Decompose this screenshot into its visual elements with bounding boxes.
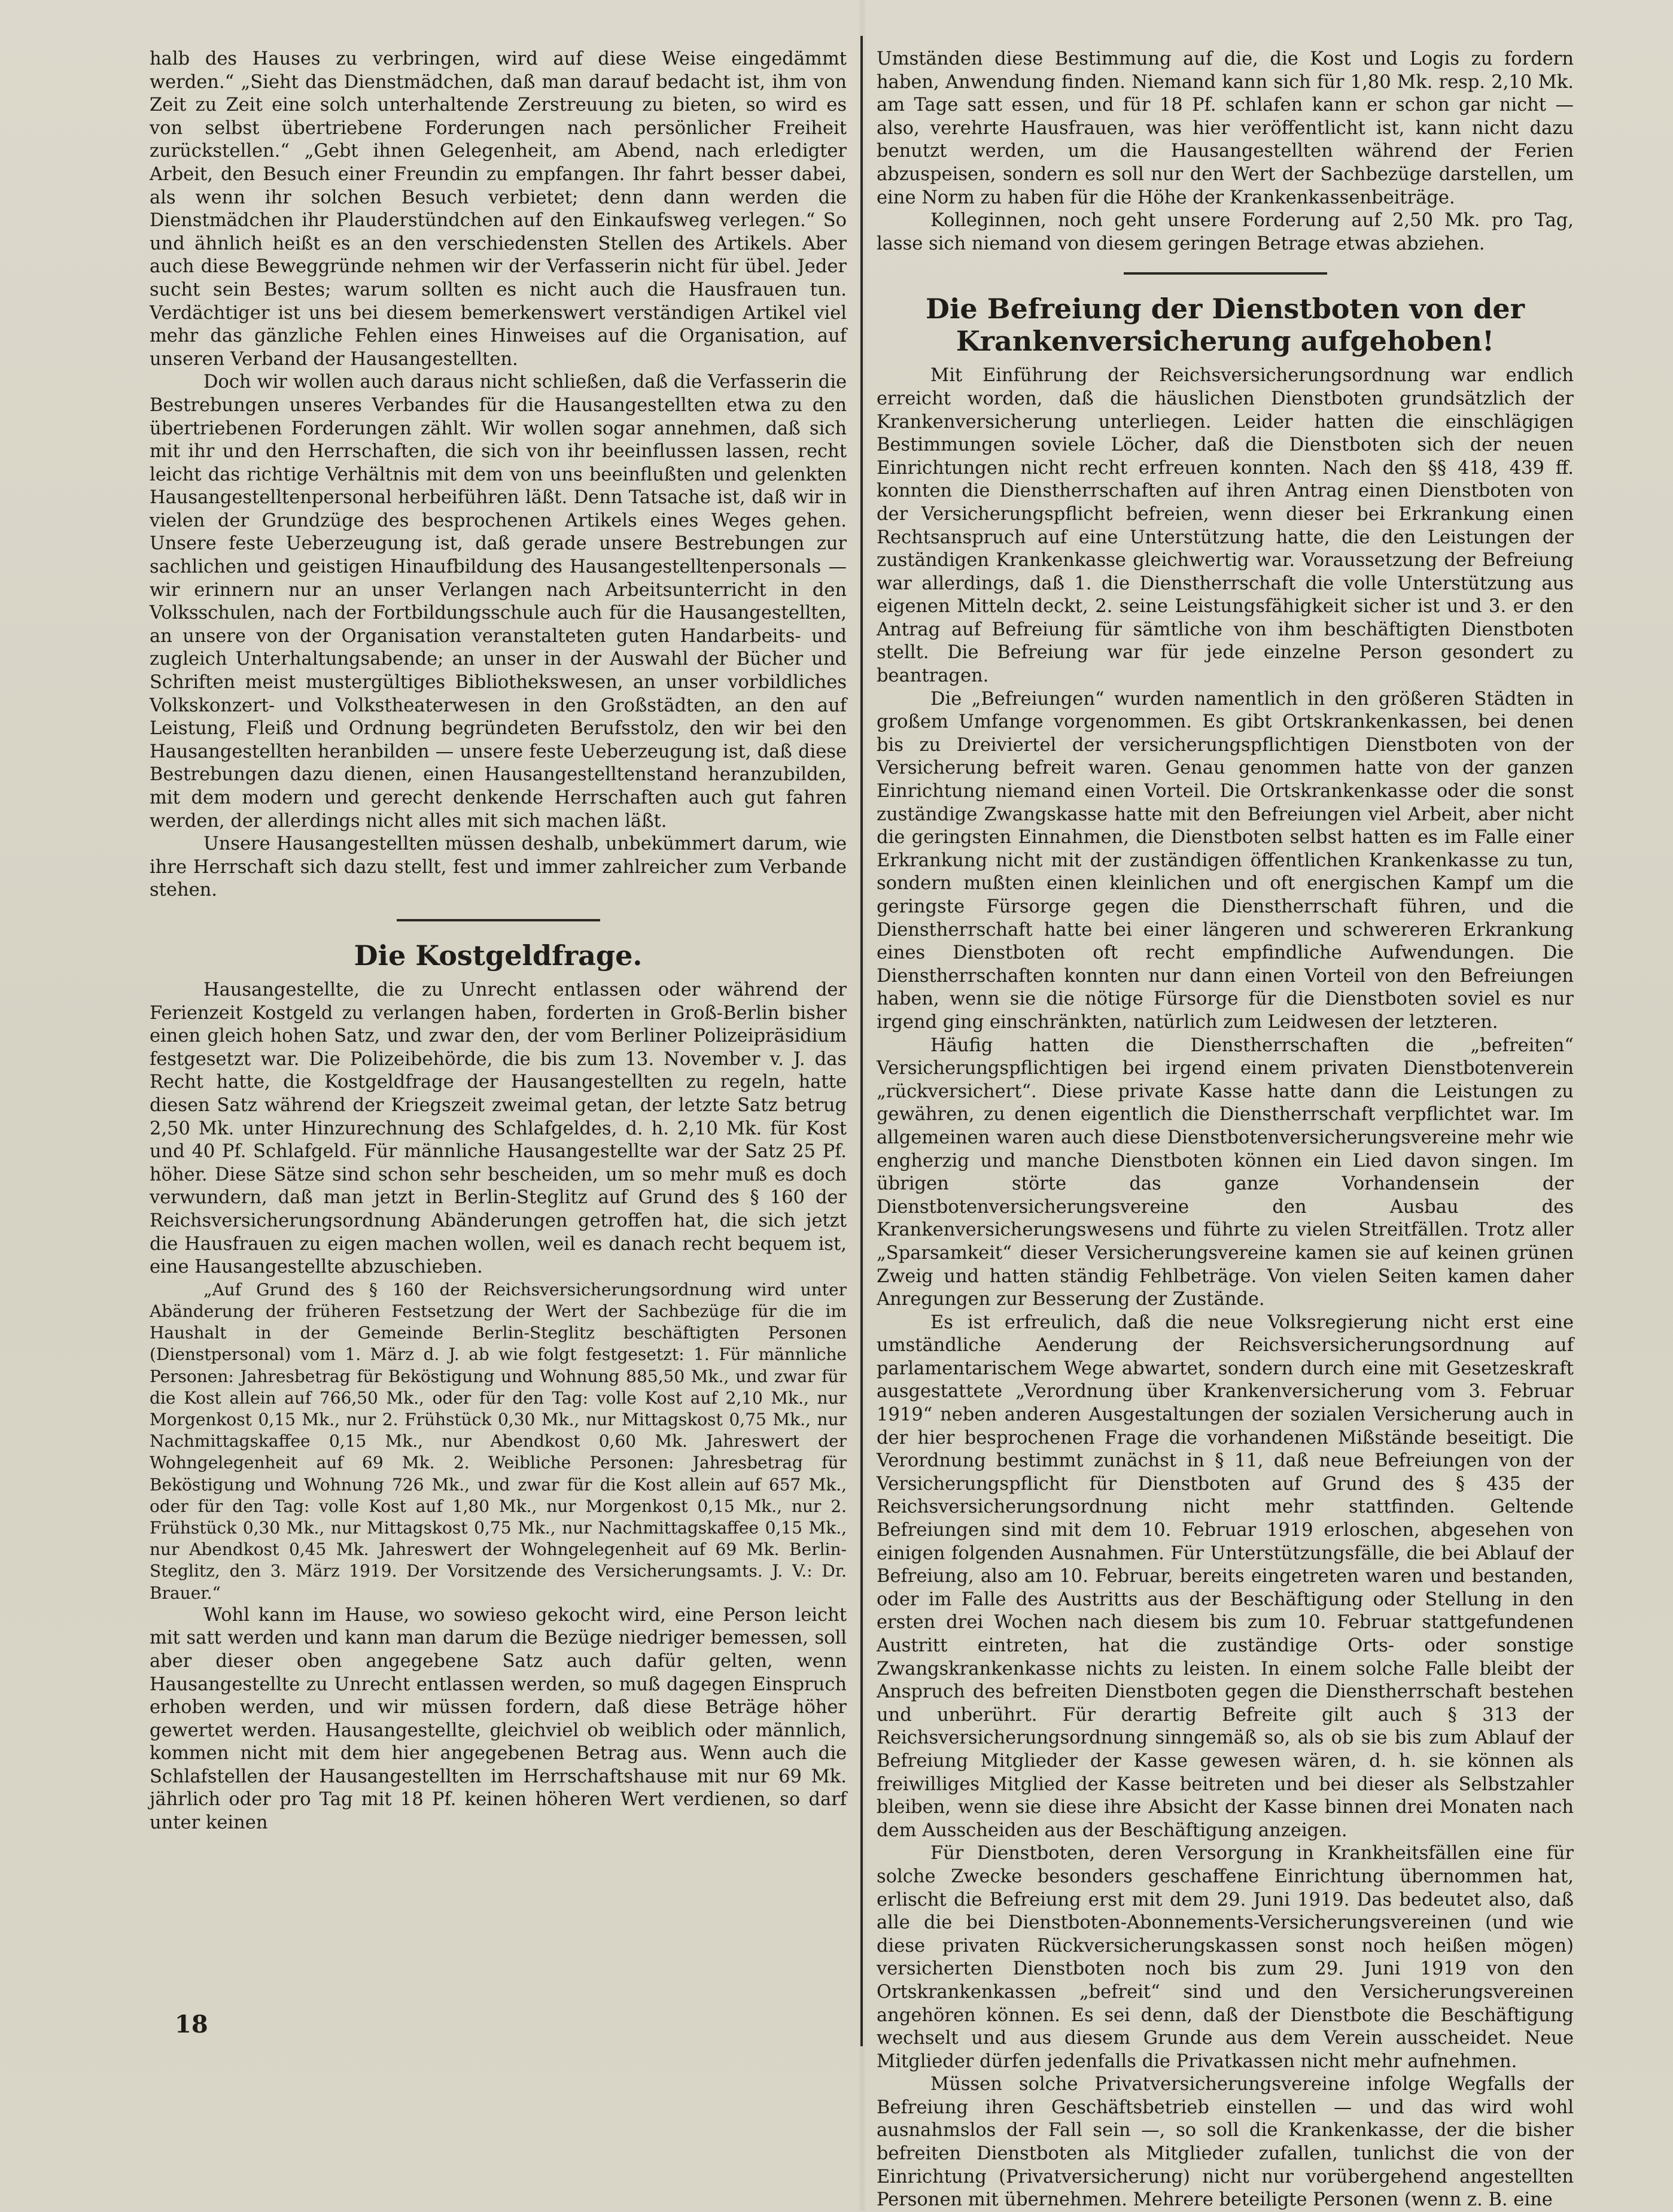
paragraph: Mit Einführung der Reichsversicherungsordnung war endlich erreicht worden, daß die häuslichen Dienstboten grundsätzlich der Krankenversicherung unterliegen. Leider hatten die einschlägigen Bestimmungen soviele Löcher, daß die Dienstboten sich der neuen Einrichtungen nicht recht erfreuen konnten. Nach den §§ 418, 439 ff. konnten die Dienstherrschaften auf ihren Antrag einen Dienstboten von der Versicherungspflicht befreien, wenn dieser bei Erkrankung einen Rechtsanspruch auf eine Unterstützung hatte, die den Leistungen der zuständigen Krankenkasse gleichwertig war. Voraussetzung der Befreiung war allerdings, daß 1. die Dienstherrschaft die volle Unterstützung aus eigenen Mitteln deckt, 2. seine Leistungsfähigkeit sicher ist und 3. er den Antrag auf Befreiung für sämtliche von ihm beschäftigten Dienstboten stellt. Die Befreiung war für jede einzelne Person gesondert zu beantragen.	[877, 365, 1574, 687]
paragraph: Häufig hatten die Dienstherrschaften die „befreiten“ Versicherungspflichtigen bei irgend einem privaten Dienstbotenverein „rückversichert“. Diese private Kasse hatte dann die Leistungen zu gewähren, zu denen eigentlich die Dienstherrschaft verpflichtet war. Im allgemeinen waren auch diese Dienstbotenversicherungsvereine mehr wie engherzig und manche Dienstboten können ein Lied davon singen. Im übrigen störte das ganze Vorhandensein der Dienstbotenversicherungsvereine den Ausbau des Krankenversicherungswesens und führte zu vielen Streitfällen. Trotz aller „Sparsamkeit“ dieser Versicherungsvereine kamen sie auf keinen grünen Zweig und hatten ständig Fehlbeträge. Von vielen Seiten kamen daher Anregungen zur Besserung der Zustände.	[877, 1035, 1574, 1310]
paragraph: Kolleginnen, noch geht unsere Forderung auf 2,50 Mk. pro Tag, lasse sich niemand von diesem geringen Betrage etwas abziehen.	[877, 210, 1574, 254]
page-number: 18	[175, 2010, 208, 2038]
column-divider	[860, 36, 863, 2046]
paragraph: Die „Befreiungen“ wurden namentlich in den größeren Städten in großem Umfange vorgenommen. Es gibt Ortskrankenkassen, bei denen bis zu Dreiviertel der versicherungspflichtigen Dienstboten von der Versicherung befreit waren. Genau genommen hatte von der ganzen Einrichtung niemand einen Vorteil. Die Ortskrankenkasse oder die sonst zuständige Zwangskasse hatte mit den Befreiungen viel Arbeit, aber nicht die geringsten Einnahmen, die Dienstboten selbst hatten es im Falle einer Erkrankung nicht mit der zuständigen öffentlichen Krankenkasse zu tun, sondern mußten einen kleinlichen und oft energischen Kampf um die geringste Fürsorge gegen die Dienstherrschaft führen, und die Dienstherrschaft hatte bei einer längeren und schwereren Erkrankung eines Dienstboten oft recht empfindliche Aufwendungen. Die Dienstherrschaften konnten nur dann einen Vorteil von den Befreiungen haben, wenn sie die nötige Fürsorge für die Dienstboten soviel es nur irgend ging einschränkten, natürlich zum Leidwesen der letzteren.	[877, 688, 1574, 1033]
paragraph: Umständen diese Bestimmung auf die, die Kost und Logis zu fordern haben, Anwendung finden. Niemand kann sich für 1,80 Mk. resp. 2,10 Mk. am Tage satt essen, und für 18 Pf. schlafen kann er schon gar nicht — also, verehrte Hausfrauen, was hier veröffentlicht ist, kann nicht dazu benutzt werden, um die Hausangestellten während der Ferien abzuspeisen, sondern es soll nur den Wert der Sachbezüge darstellen, um eine Norm zu haben für die Höhe der Krankenkassenbeiträge.	[877, 48, 1574, 208]
article-heading: Die Kostgeldfrage.	[354, 939, 643, 972]
paragraph: Doch wir wollen auch daraus nicht schließen, daß die Verfasserin die Bestrebungen unseres Verbandes für die Hausangestellten etwa zu den übertriebenen Forderungen zählt. Wir wollen sogar annehmen, daß sich mit ihr und den Herrschaften, die sich von ihr beeinflussen lassen, recht leicht das richtige Verhältnis mit dem von uns beeinflußten und gelenkten Hausangestelltenpersonal herbeiführen läßt. Denn Tatsache ist, daß wir in vielen der Grundzüge des besprochenen Artikels eines Weges gehen. Unsere feste Ueberzeugung ist, daß gerade unsere Bestrebungen zur sachlichen und geistigen Hinaufbildung des Hausangestelltenpersonals — wir erinnern nur an unser Verlangen nach Arbeitsunterricht in den Volksschulen, nach der Fortbildungsschule auch für die Hausangestellten, an unsere von der Organisation veranstalteten guten Handarbeits- und zugleich Unterhaltungsabende; an unser in der Auswahl der Bücher und Schriften meist mustergültiges Bibliothekswesen, an unser vorbildliches Volkskonzert- und Volkstheaterwesen in den Großstädten, an den auf Leistung, Fleiß und Ordnung begründeten Berufsstolz, den wir bei den Hausangestellten heranbilden — unsere feste Ueberzeugung ist, daß diese Bestrebungen dazu dienen, einen Hausangestelltenstand heranzubilden, mit dem modern und gerecht denkende Herrschaften auch gut fahren werden, der allerdings nicht alles mit sich machen läßt.	[150, 372, 847, 832]
paragraph: halb des Hauses zu verbringen, wird auf diese Weise eingedämmt werden.“ „Sieht das Dienstmädchen, daß man darauf bedacht ist, ihm von Zeit zu Zeit eine solch unterhaltende Zerstreuung zu bieten, so wird es von selbst übertriebene Forderungen nach persönlicher Freiheit zurückstellen.“ „Gebt ihnen Gelegenheit, am Abend, nach erledigter Arbeit, den Besuch einer Freundin zu empfangen. Ihr fahrt besser dabei, als wenn ihr solchen Besuch verbietet; denn dann werden die Dienstmädchen ihr Plauderstündchen auf den Einkaufsweg verlegen.“ So und ähnlich heißt es an den verschiedensten Stellen des Artikels. Aber auch diese Beweggründe nehmen wir der Verfasserin nicht für übel. Jeder sucht sein Bestes; warum sollten es nicht auch die Hausfrauen tun. Verdächtiger ist uns bei diesem bemerkenswert verständigen Artikel viel mehr das gänzliche Fehlen eines Hinweises auf die Organisation, auf unseren Verband der Hausangestellten.	[150, 48, 847, 370]
section-divider	[1124, 272, 1327, 275]
paragraph: Unsere Hausangestellten müssen deshalb, unbekümmert darum, wie ihre Herrschaft sich dazu stellt, fest und immer zahlreicher zum Verbande stehen.	[150, 833, 847, 901]
left-column	[150, 48, 847, 1835]
paragraph: Müssen solche Privatversicherungsvereine infolge Wegfalls der Befreiung ihren Geschäftsbetrieb einstellen — und das wird wohl ausnahmslos der Fall sein —, so soll die Krankenkasse, der die bisher befreiten Dienstboten als Mitglieder zufallen, tunlichst die von der Einrichtung (Privatversicherung) nicht nur vorübergehend angestellten Personen mit übernehmen. Mehrere beteiligte Personen (wenn z. B. eine	[877, 2074, 1574, 2211]
paragraph: Es ist erfreulich, daß die neue Volksregierung nicht erst eine umständliche Aenderung der Reichsversicherungsordnung auf parlamentarischem Wege abwartet, sondern durch eine mit Gesetzeskraft ausgestattete „Verordnung über Krankenversicherung vom 3. Februar 1919“ neben anderen Ausgestaltungen der sozialen Versicherung auch in der hier besprochenen Frage die vorhandenen Mißstände beseitigt. Die Verordnung bestimmt zunächst in § 11, daß neue Befreiungen von der Versicherungspflicht für Dienstboten auf Grund des § 435 der Reichsversicherungsordnung nicht mehr stattfinden. Geltende Befreiungen sind mit dem 10. Februar 1919 erloschen, abgesehen von einigen folgenden Ausnahmen. Für Unterstützungsfälle, die bei Ablauf der Befreiung, also am 10. Februar, bereits eingetreten waren und bestanden, oder im Falle des Austritts aus der Beschäftigung oder Stellung in den ersten drei Wochen nach diesem bis zum 10. Februar stattgefundenen Austritt eintreten, hat die zuständige Orts- oder sonstige Zwangskrankenkasse nichts zu leisten. In einem solche Falle bleibt der Anspruch des befreiten Dienstboten gegen die Dienstherrschaft bestehen und unberührt. Für derartig Befreite gilt auch § 313 der Reichsversicherungsordnung sinngemäß so, als ob sie bis zum Ablauf der Befreiung Mitglieder der Kasse gewesen wären, d. h. sie können als freiwilliges Mitglied der Kasse beitreten und bei dieser als Selbstzahler bleiben, wenn sie diese ihre Absicht der Kasse binnen drei Monaten nach dem Ausscheiden aus der Beschäftigung anzeigen.	[877, 1312, 1574, 1841]
paragraph: Für Dienstboten, deren Versorgung in Krankheitsfällen eine für solche Zwecke besonders geschaffene Einrichtung übernommen hat, erlischt die Befreiung erst mit dem 29. Juni 1919. Das bedeutet also, daß alle die bei Dienstboten-Abonnements-Versicherungsvereinen (und wie diese privaten Rückversicherungskassen sonst noch heißen mögen) versicherten Dienstboten noch bis zum 29. Juni 1919 von den Ortskrankenkassen „befreit“ sind und den Versicherungsvereinen angehören können. Es sei denn, daß der Dienstbote die Beschäftigung wechselt und aus diesem Grunde aus dem Verein ausscheidet. Neue Mitglieder dürfen jedenfalls die Privatkassen nicht mehr aufnehmen.	[877, 1843, 1574, 2072]
right-column	[877, 48, 1574, 2212]
article-heading: Die Befreiung der Dienstboten von der Krankenversicherung aufgehoben!	[926, 293, 1525, 358]
paragraph: Hausangestellte, die zu Unrecht entlassen oder während der Ferienzeit Kostgeld zu verlangen haben, forderten in Groß-Berlin bisher einen gleich hohen Satz, und zwar den, der vom Berliner Polizeipräsidium festgesetzt war. Die Polizeibehörde, die bis zum 13. November v. J. das Recht hatte, die Kostgeldfrage der Hausangestellten zu regeln, hatte diesen Satz während der Kriegszeit zweimal getan, der letzte Satz betrug 2,50 Mk. unter Hinzurechnung des Schlafgeldes, d. h. 2,10 Mk. für Kost und 40 Pf. Schlafgeld. Für männliche Hausangestellte war der Satz 25 Pf. höher. Diese Sätze sind schon sehr bescheiden, um so mehr muß es doch verwundern, daß man jetzt in Berlin-Steglitz auf Grund des § 160 der Reichsversicherungsordnung Abänderungen getroffen hat, die sich jetzt die Hausfrauen zu eigen machen wollen, weil es danach recht bequem ist, eine Hausangestellte abzuschieben.	[150, 979, 847, 1278]
paragraph: Wohl kann im Hause, wo sowieso gekocht wird, eine Person leicht mit satt werden und kann man darum die Bezüge niedriger bemessen, soll aber dieser oben angegebene Satz auch dafür gelten, wenn Hausangestellte zu Unrecht entlassen werden, so muß dagegen Einspruch erhoben werden, und wir müssen fordern, daß diese Beträge höher gewertet werden. Hausangestellte, gleichviel ob weiblich oder männlich, kommen nicht mit dem hier angegebenen Betrag aus. Wenn auch die Schlafstellen der Hausangestellten im Herrschaftshause mit nur 69 Mk. jährlich oder pro Tag mit 18 Pf. keinen höheren Wert verdienen, so darf unter keinen	[150, 1604, 847, 1834]
section-divider	[397, 919, 600, 921]
quoted-ordinance: „Auf Grund des § 160 der Reichsversicherungsordnung wird unter Abänderung der früheren Festsetzung der Wert der Sachbezüge für die im Haushalt in der Gemeinde Berlin-Steglitz beschäftigten Personen (Dienstpersonal) vom 1. März d. J. ab wie folgt festgesetzt: 1. Für männliche Personen: Jahresbetrag für Beköstigung und Wohnung 885,50 Mk., und zwar für die Kost allein auf 766,50 Mk., oder für den Tag: volle Kost auf 2,10 Mk., nur Morgenkost 0,15 Mk., nur 2. Frühstück 0,30 Mk., nur Mittagskost 0,75 Mk., nur Nachmittagskaffee 0,15 Mk., nur Abendkost 0,60 Mk. Jahreswert der Wohngelegenheit auf 69 Mk. 2. Weibliche Personen: Jahresbetrag für Beköstigung und Wohnung 726 Mk., und zwar für die Kost allein auf 657 Mk., oder für den Tag: volle Kost auf 1,80 Mk., nur Morgenkost 0,15 Mk., nur 2. Frühstück 0,30 Mk., nur Mittagskost 0,75 Mk., nur Nachmittagskaffee 0,15 Mk., nur Abendkost 0,45 Mk. Jahreswert der Wohngelegenheit auf 69 Mk. Berlin-Steglitz, den 3. März 1919. Der Vorsitzende des Versicherungsamts. J. V.: Dr. Brauer.“	[150, 1279, 847, 1603]
